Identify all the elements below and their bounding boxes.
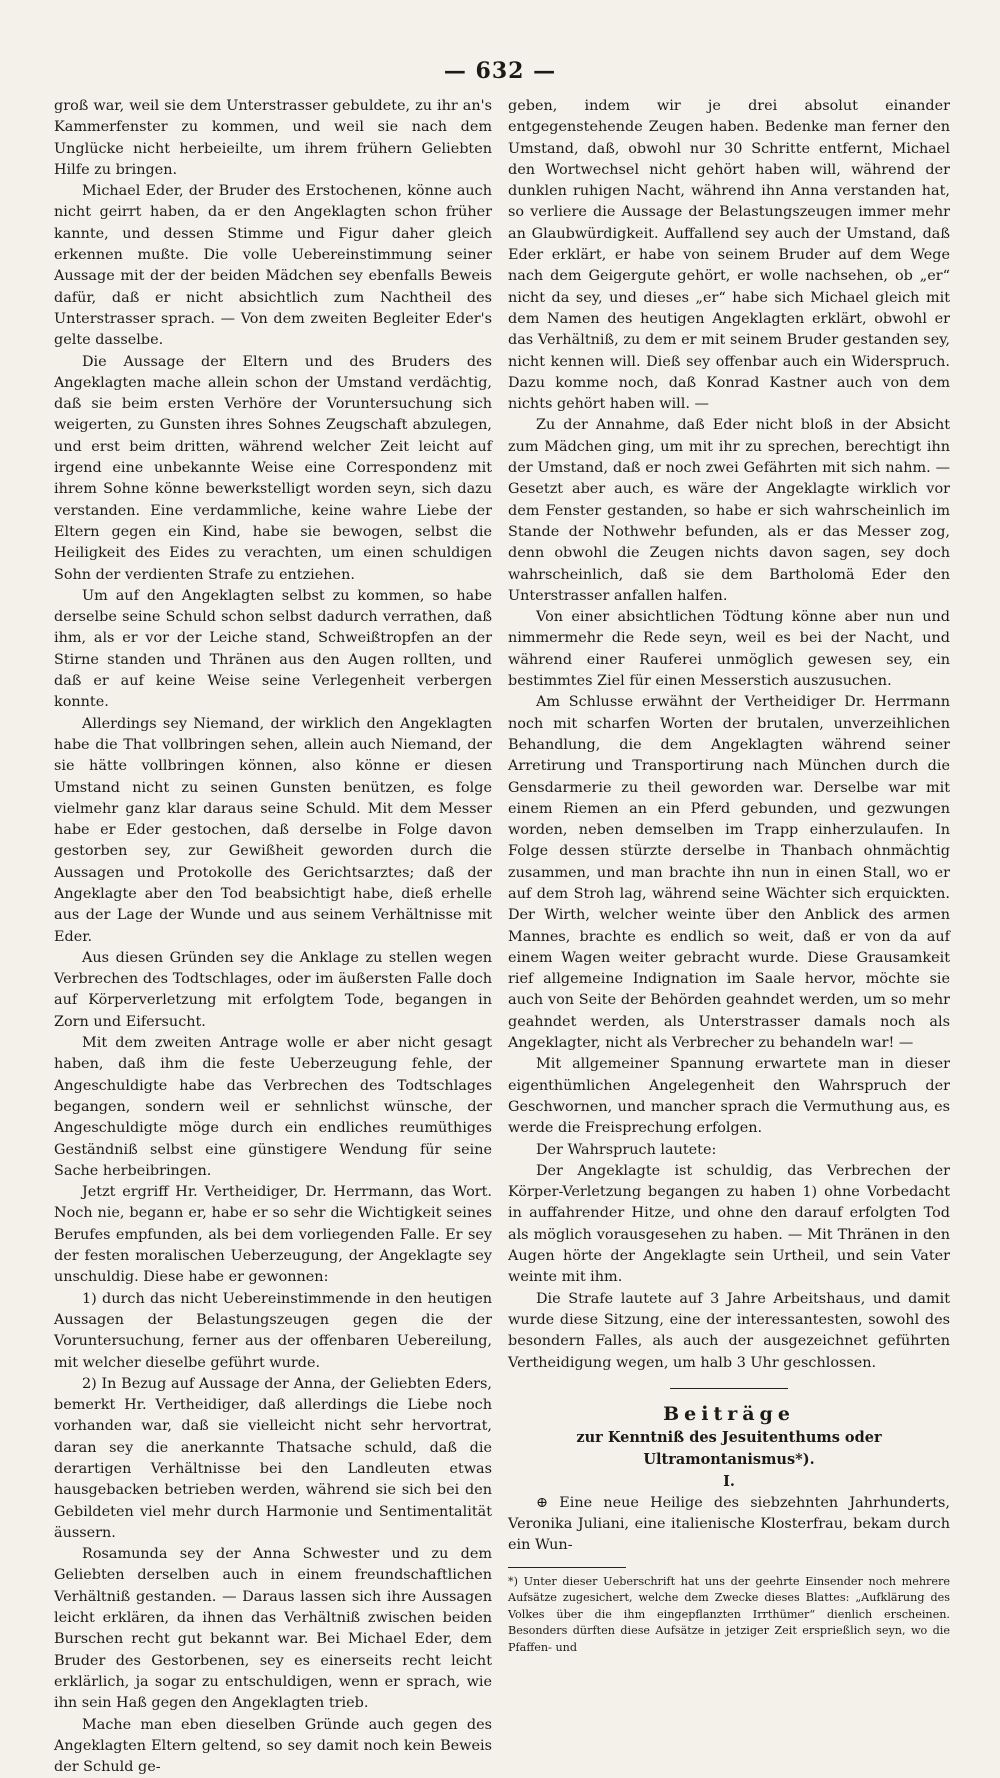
paragraph: Mit allgemeiner Spannung erwartete man in dieser eigenthümlichen Angelegenheit den Wahrspruch der Geschwornen, und mancher sprach die Vermuthung aus, es werde die Freisprechung erfolgen. bbox=[508, 1056, 950, 1137]
paragraph: Die Strafe lautete auf 3 Jahre Arbeitshaus, und damit wurde diese Sitzung, eine der interessantesten, sowohl des besondern Falles, als auch der ausgezeichnet geführten Vertheidigung wegen, um halb 3 Uhr geschlossen. bbox=[508, 1290, 950, 1371]
section-number: I. bbox=[723, 1472, 735, 1490]
left-column bbox=[54, 96, 492, 1778]
paragraph: Der Angeklagte ist schuldig, das Verbrechen der Körper-Verletzung begangen zu haben 1) ohne Vorbedacht in auffahrender Hitze, und ohne den darauf erfolgten Tod als möglich vorausgesehen zu haben. — Mit Thränen in den Augen hörte der Angeklagte sein Urtheil, und sein Vater weinte mit ihm. bbox=[508, 1162, 950, 1286]
section-divider bbox=[670, 1388, 788, 1389]
paragraph: Die Aussage der Eltern und des Bruders des Angeklagten mache allein schon der Umstand verdächtig, daß sie beim ersten Verhöre der Voruntersuchung sich weigerten, zu Gunsten ihres Sohnes Zeugschaft abzulegen, und erst beim dritten, während welcher Zeit leicht auf irgend eine unbekannte Weise eine Correspondenz mit ihrem Sohne könne bewerkstelligt worden seyn, sich dazu verstanden. Eine verdammliche, keine wahre Liebe der Eltern gegen ein Kind, habe sie bewogen, selbst die Heiligkeit des Eides zu verachten, um einen schuldigen Sohn der verdienten Strafe zu entziehen. bbox=[54, 353, 492, 583]
paragraph: geben, indem wir je drei absolut einander entgegenstehende Zeugen haben. Bedenke man ferner den Umstand, daß, obwohl nur 30 Schritte entfernt, Michael den Wortwechsel nicht gehört haben will, während der dunklen ruhigen Nacht, während ihn Anna verstanden hat, so verliere die Aussage der Belastungszeugen immer mehr an Glaubwürdigkeit. Auffallend sey auch der Umstand, daß Eder erklärt, er habe von seinem Bruder auf dem Wege nach dem Geigergute gehört, er wolle nachsehen, ob „er“ nicht da sey, und dieses „er“ habe sich Michael gleich mit dem Namen des heutigen Angeklagten erklärt, obwohl er das Verhältniß, zu dem er mit seinem Bruder gestanden sey, nicht kennen will. Dieß sey offenbar auch ein Widerspruch. Dazu komme noch, daß Konrad Kastner auch von dem nichts gehört haben will. — bbox=[508, 98, 950, 413]
paragraph: Um auf den Angeklagten selbst zu kommen, so habe derselbe seine Schuld schon selbst dadurch verrathen, daß ihm, als er vor der Leiche stand, Schweißtropfen an der Stirne standen und Thränen aus den Augen rollten, und daß er auf keine Weise seine Verlegenheit verbergen konnte. bbox=[54, 587, 492, 711]
section-first-paragraph-text: Eine neue Heilige des siebzehnten Jahrhunderts, Veronika Juliani, eine italienische Klosterfrau, bekam durch ein Wun- bbox=[508, 1494, 950, 1554]
footnote-divider bbox=[508, 1567, 626, 1568]
paragraph: Rosamunda sey der Anna Schwester und zu dem Geliebten derselben auch in einem freundschaftlichen Verhältniß gestanden. — Daraus lassen sich ihre Aussagen leicht erklären, da ihnen das Verhältniß zwischen beiden Burschen recht gut bekannt war. Bei Michael Eder, dem Bruder des Gestorbenen, sey es einerseits recht leicht erklärlich, ja sogar zu entschuldigen, wenn er sprach, wie ihn sein Haß gegen den Angeklagten trieb. bbox=[54, 1546, 492, 1712]
paragraph: groß war, weil sie dem Unterstrasser gebuldete, zu ihr an's Kammerfenster zu kommen, und weil sie nach dem Unglücke nicht herbeieilte, um ihrem frühern Geliebten Hilfe zu bringen. bbox=[54, 98, 492, 178]
footnote: *) Unter dieser Ueberschrift hat uns der geehrte Einsender noch mehrere Aufsätze zugesichert, welche dem Zwecke dieses Blattes: „Aufklärung des Volkes über die ihm eingepflanzten Irrthümer“ dienlich erscheinen. Besonders dürften diese Aufsätze in jetziger Zeit ersprießlich seyn, wo die Pfaffen- und bbox=[508, 1574, 950, 1654]
paragraph: Allerdings sey Niemand, der wirklich den Angeklagten habe die That vollbringen sehen, allein auch Niemand, der sie hätte vollbringen können, also könne er diesen Umstand nicht zu seinen Gunsten benützen, es folge vielmehr ganz klar daraus seine Schuld. Mit dem Messer habe er Eder gestochen, daß derselbe in Folge davon gestorben sey, zur Gewißheit geworden durch die Aussagen und Protokolle des Gerichtsarztes; daß der Angeklagte aber den Tod beabsichtigt habe, dieß erhelle aus der Lage der Wunde und aus seinem Verhältnisse mit Eder. bbox=[54, 715, 492, 945]
paragraph: Am Schlusse erwähnt der Vertheidiger Dr. Herrmann noch mit scharfen Worten der brutalen, unverzeihlichen Behandlung, die dem Angeklagten während seiner Arretirung und Transportirung nach München durch die Gensdarmerie zu theil geworden war. Derselbe war mit einem Riemen an ein Pferd gebunden, und gezwungen worden, neben demselben im Trapp einherzulaufen. In Folge dessen stürzte derselbe in Thanbach ohnmächtig zusammen, und man brachte ihn nun in einen Stall, wo er auf dem Stroh lag, während seine Wächter sich erquickten. Der Wirth, welcher weinte über den Anblick des armen Mannes, brachte es endlich so weit, daß er von da auf einem Wagen weiter gebracht wurde. Diese Grausamkeit rief allgemeine Indignation im Saale hervor, möchte sie auch von Seite der Behörden geahndet werden, um so mehr geahndet werden, als Unterstrasser damals noch als Angeklagter, nicht als Verbrecher zu behandeln war! — bbox=[508, 694, 950, 1052]
paragraph: Aus diesen Gründen sey die Anklage zu stellen wegen Verbrechen des Todtschlages, oder im äußersten Falle doch auf Körperverletzung mit erfolgtem Tode, begangen in Zorn und Eifersucht. bbox=[54, 949, 492, 1030]
paragraph: Der Wahrspruch lautete: bbox=[536, 1141, 717, 1158]
section-first-paragraph bbox=[508, 1493, 950, 1557]
section-title: Beiträge bbox=[663, 1402, 795, 1425]
paragraph: Mit dem zweiten Antrage wolle er aber nicht gesagt haben, daß ihm die feste Ueberzeugung fehle, der Angeschuldigte habe das Verbrechen des Todtschlages begangen, sondern weil er sehnlichst wünsche, der Angeschuldigte möge durch ein endliches reumüthiges Geständniß selbst eine günstigere Wendung für seine Sache herbeibringen. bbox=[54, 1035, 492, 1179]
paragraph: Zu der Annahme, daß Eder nicht bloß in der Absicht zum Mädchen ging, um mit ihr zu sprechen, berechtigt ihn der Umstand, daß er noch zwei Gefährten mit sich nahm. — Gesetzt aber auch, es wäre der Angeklagte wirklich vor dem Fenster gestanden, so habe er sich wahrscheinlich im Stande der Nothwehr befunden, als er das Messer zog, denn obwohl die Zeugen nichts davon sagen, sey doch wahrscheinlich, daß sie dem Bartholomä Eder den Unterstrasser anfallen halfen. bbox=[508, 417, 950, 604]
paragraph: 2) In Bezug auf Aussage der Anna, der Geliebten Eders, bemerkt Hr. Vertheidiger, daß allerdings die Liebe noch vorhanden war, daß sie vielleicht nicht sehr hervortrat, daran sey die anerkannte Thatsache schuld, daß die derartigen Verhältnisse bei den Landleuten etwas hausgebacken betrieben werden, während sie sich bei den Gebildeten viel mehr durch Harmonie und Sentimentalität äussern. bbox=[54, 1375, 492, 1541]
paragraph: Michael Eder, der Bruder des Erstochenen, könne auch nicht geirrt haben, da er den Angeklagten schon früher kannte, und dessen Stimme und Figur daher gleich erkennen mußte. Die volle Uebereinstimmung seiner Aussage mit der der beiden Mädchen sey ebenfalls Beweis dafür, daß er nicht absichtlich zum Nachtheil des Unterstrasser sprach. — Von dem zweiten Begleiter Eder's gelte dasselbe. bbox=[54, 183, 492, 349]
paragraph: Mache man eben dieselben Gründe auch gegen des Angeklagten Eltern geltend, so sey damit noch kein Beweis der Schuld ge- bbox=[54, 1716, 492, 1776]
section-subtitle: zur Kenntniß des Jesuitenthums oder Ultramontanismus*). bbox=[576, 1428, 882, 1468]
paragraph: 1) durch das nicht Uebereinstimmende in den heutigen Aussagen der Belastungszeugen gegen die der Voruntersuchung, ferner aus der offenbaren Uebereilung, mit welcher dieselbe geführt wurde. bbox=[54, 1290, 492, 1371]
paragraph: Jetzt ergriff Hr. Vertheidiger, Dr. Herrmann, das Wort. Noch nie, begann er, habe er so sehr die Wichtigkeit seines Berufes empfunden, als bei dem vorliegenden Falle. Er sey der festen moralischen Ueberzeugung, der Angeklagte sey unschuldig. Diese habe er gewonnen: bbox=[54, 1184, 492, 1286]
right-column bbox=[508, 96, 950, 1656]
page-number: — 632 — bbox=[443, 58, 557, 84]
cross-icon: ⊕ bbox=[536, 1494, 549, 1511]
paragraph: Von einer absichtlichen Tödtung könne aber nun und nimmermehr die Rede seyn, weil es bei der Nacht, und während einer Rauferei unmöglich gewesen sey, ein bestimmtes Ziel für einen Messerstich auszusuchen. bbox=[508, 609, 950, 690]
